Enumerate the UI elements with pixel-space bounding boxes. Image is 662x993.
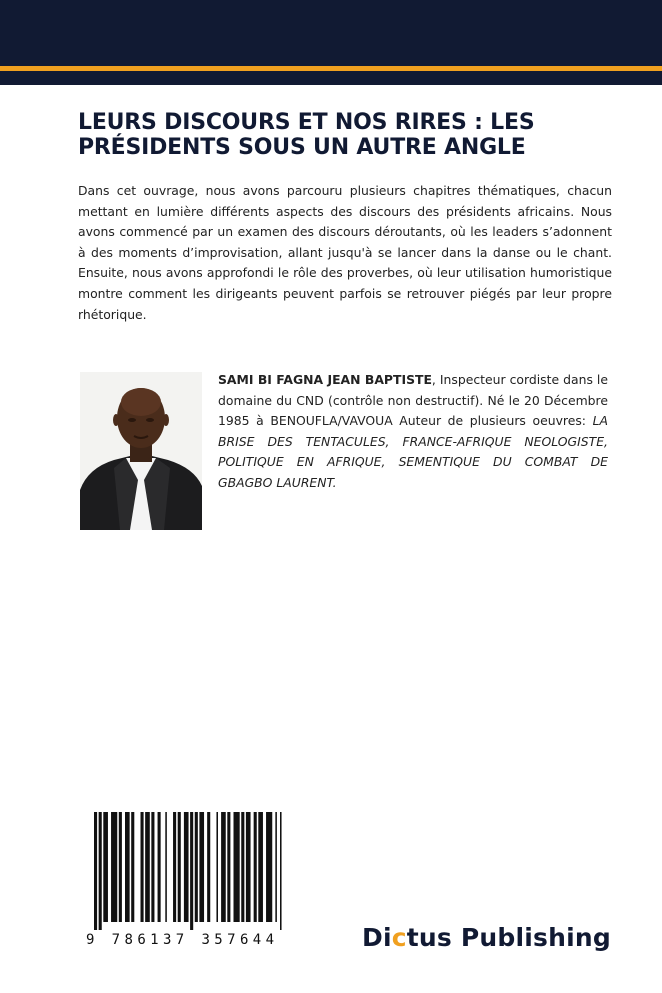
barcode-bar bbox=[254, 812, 257, 922]
barcode-bar bbox=[125, 812, 130, 922]
publisher-logo-part1: Di bbox=[362, 923, 392, 952]
barcode-bar bbox=[111, 812, 117, 922]
publisher-logo-part2: tus Publishing bbox=[406, 923, 611, 952]
barcode-bar bbox=[234, 812, 240, 922]
barcode-bar bbox=[241, 812, 244, 922]
publisher-logo-accent: c bbox=[391, 923, 407, 952]
barcode-bar bbox=[145, 812, 150, 922]
book-summary: Dans cet ouvrage, nous avons parcouru plusieurs chapitres thématiques, chacun mettant en lumière différents aspects des discours des présidents africains. Nous avons commencé par un examen des discours déroutants, où les leaders s’adonnent à des moments d’improvisation, allant jusqu'à se lancer dans la danse ou le chant. Ensuite, nous avons approfondi le rôle des proverbes, où leur utilisation humoristique montre comment les dirigeants peuvent parfois se retrouver piégés par leur propre rhétorique. bbox=[78, 183, 612, 322]
publisher-logo bbox=[362, 918, 622, 958]
barcode-bar bbox=[216, 812, 218, 922]
barcode-bar bbox=[94, 812, 97, 930]
header-lower-band bbox=[0, 71, 662, 85]
barcode-bar bbox=[178, 812, 181, 922]
author-bio bbox=[218, 370, 608, 494]
barcode-bar bbox=[195, 812, 198, 922]
barcode-bar bbox=[266, 812, 272, 922]
isbn-number: 9 786137 357644 bbox=[86, 932, 279, 948]
author-name: SAMI BI FAGNA JEAN BAPTISTE bbox=[218, 372, 432, 387]
barcode-bar bbox=[227, 812, 230, 922]
barcode-bar bbox=[190, 812, 193, 930]
barcode-bar bbox=[275, 812, 277, 922]
author-bio-text: , Inspecteur cordiste dans le domaine du CND (contrôle non destructif). Né le 20 Décembre 1985 à BENOUFLA/VAVOUA Auteur de plusieurs oeuvres: bbox=[218, 372, 608, 429]
barcode-bar bbox=[131, 812, 134, 922]
barcode-bar bbox=[246, 812, 251, 922]
barcode-bar bbox=[173, 812, 176, 922]
barcode-bar bbox=[119, 812, 122, 922]
book-title: LEURS DISCOURS ET NOS RIRES : LES PRÉSIDENTS SOUS UN AUTRE ANGLE bbox=[78, 110, 535, 160]
author-photo bbox=[80, 372, 202, 530]
barcode-bar bbox=[141, 812, 144, 922]
barcode-bar bbox=[221, 812, 226, 922]
barcode-bar bbox=[165, 812, 167, 922]
barcode-bar bbox=[258, 812, 263, 922]
barcode-bar bbox=[158, 812, 161, 922]
barcode-bar bbox=[280, 812, 282, 930]
header-band bbox=[0, 0, 662, 66]
barcode-bar bbox=[184, 812, 189, 922]
author-works: LA BRISE DES TENTACULES, FRANCE-AFRIQUE NEOLOGISTE, POLITIQUE EN AFRIQUE, SEMENTIQUE DU COMBAT DE GBAGBO LAURENT. bbox=[218, 413, 608, 490]
isbn-barcode bbox=[80, 812, 312, 950]
barcode-bar bbox=[103, 812, 108, 922]
barcode-bar bbox=[207, 812, 210, 922]
barcode-bar bbox=[151, 812, 154, 922]
barcode-bar bbox=[99, 812, 102, 930]
barcode-bar bbox=[199, 812, 204, 922]
